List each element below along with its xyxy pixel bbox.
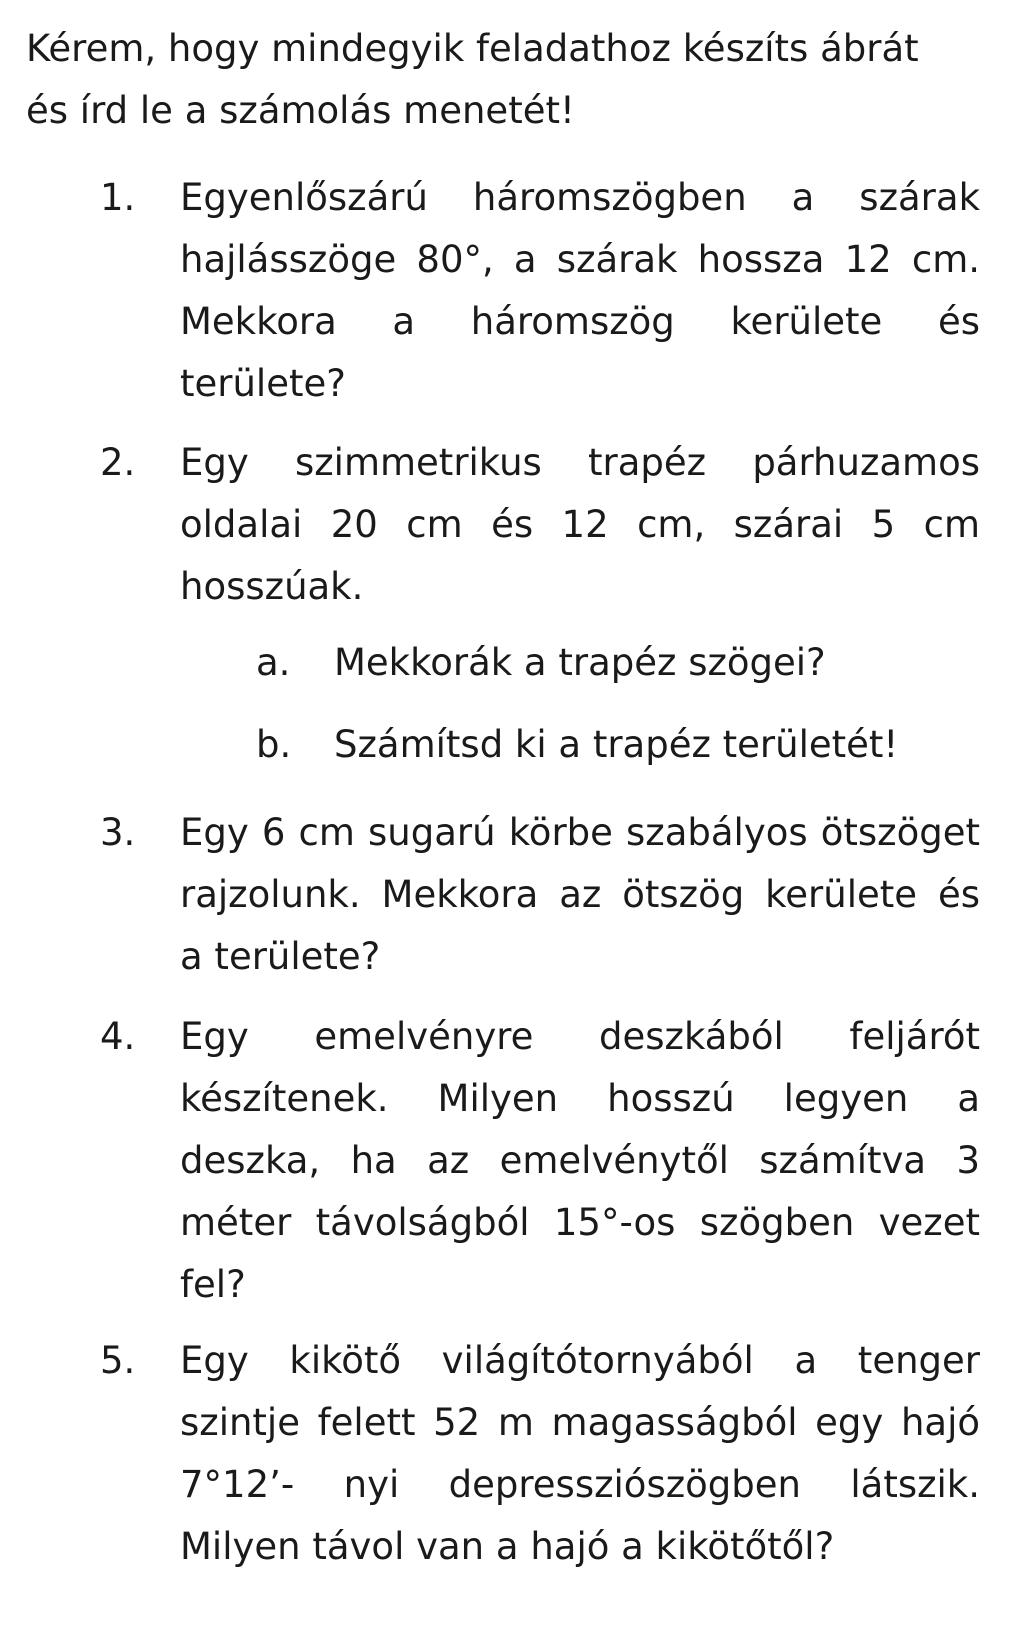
task-line: Egy szimmetrikus trapéz párhuzamos — [180, 441, 980, 484]
task-line: területe? — [180, 362, 346, 405]
subtask-letter: a. — [256, 641, 291, 684]
subtask-a — [256, 632, 976, 694]
task-line: készítenek. Milyen hosszú legyen a — [180, 1077, 980, 1120]
task-number: 4. — [100, 1015, 136, 1058]
subtask-b — [256, 714, 976, 776]
task-line: szintje felett 52 m magasságból egy hajó — [180, 1401, 980, 1444]
task-line: deszka, ha az emelvénytől számítva 3 — [180, 1139, 980, 1182]
intro-line: Kérem, hogy mindegyik feladathoz készíts ábrát — [26, 27, 919, 70]
task-5 — [100, 1330, 980, 1578]
intro-instructions — [26, 18, 986, 142]
task-line: Milyen távol van a hajó a kikötőtől? — [180, 1525, 835, 1568]
task-line: hosszúak. — [180, 565, 364, 608]
task-text — [180, 432, 980, 618]
task-text — [180, 1006, 980, 1316]
task-line: Egy emelvényre deszkából feljárót — [180, 1015, 980, 1058]
task-line: rajzolunk. Mekkora az ötszög kerülete és — [180, 873, 980, 916]
task-number: 3. — [100, 811, 136, 854]
task-line: a területe? — [180, 935, 381, 978]
task-1 — [100, 167, 980, 415]
task-line: Egy 6 cm sugarú körbe szabályos ötszöget — [180, 811, 980, 854]
task-line: 7°12’- nyi depressziószögben látszik. — [180, 1463, 980, 1506]
task-line: Mekkora a háromszög kerülete és — [180, 300, 980, 343]
task-line: Egy kikötő világítótornyából a tenger — [180, 1339, 980, 1382]
task-text — [180, 802, 980, 988]
task-text — [180, 167, 980, 415]
task-line: oldalai 20 cm és 12 cm, szárai 5 cm — [180, 503, 980, 546]
task-4 — [100, 1006, 980, 1316]
task-number: 5. — [100, 1339, 136, 1382]
task-3 — [100, 802, 980, 988]
task-line: hajlásszöge 80°, a szárak hossza 12 cm. — [180, 238, 980, 281]
subtask-letter: b. — [256, 723, 292, 766]
task-number: 1. — [100, 176, 136, 219]
subtask-text: Számítsd ki a trapéz területét! — [334, 723, 899, 766]
task-line: Egyenlőszárú háromszögben a szárak — [180, 176, 980, 219]
task-line: méter távolságból 15°-os szögben vezet — [180, 1201, 980, 1244]
task-text — [180, 1330, 980, 1578]
task-line: fel? — [180, 1263, 246, 1306]
intro-line: és írd le a számolás menetét! — [26, 89, 575, 132]
subtask-text: Mekkorák a trapéz szögei? — [334, 641, 826, 684]
task-2 — [100, 432, 980, 618]
task-number: 2. — [100, 441, 136, 484]
